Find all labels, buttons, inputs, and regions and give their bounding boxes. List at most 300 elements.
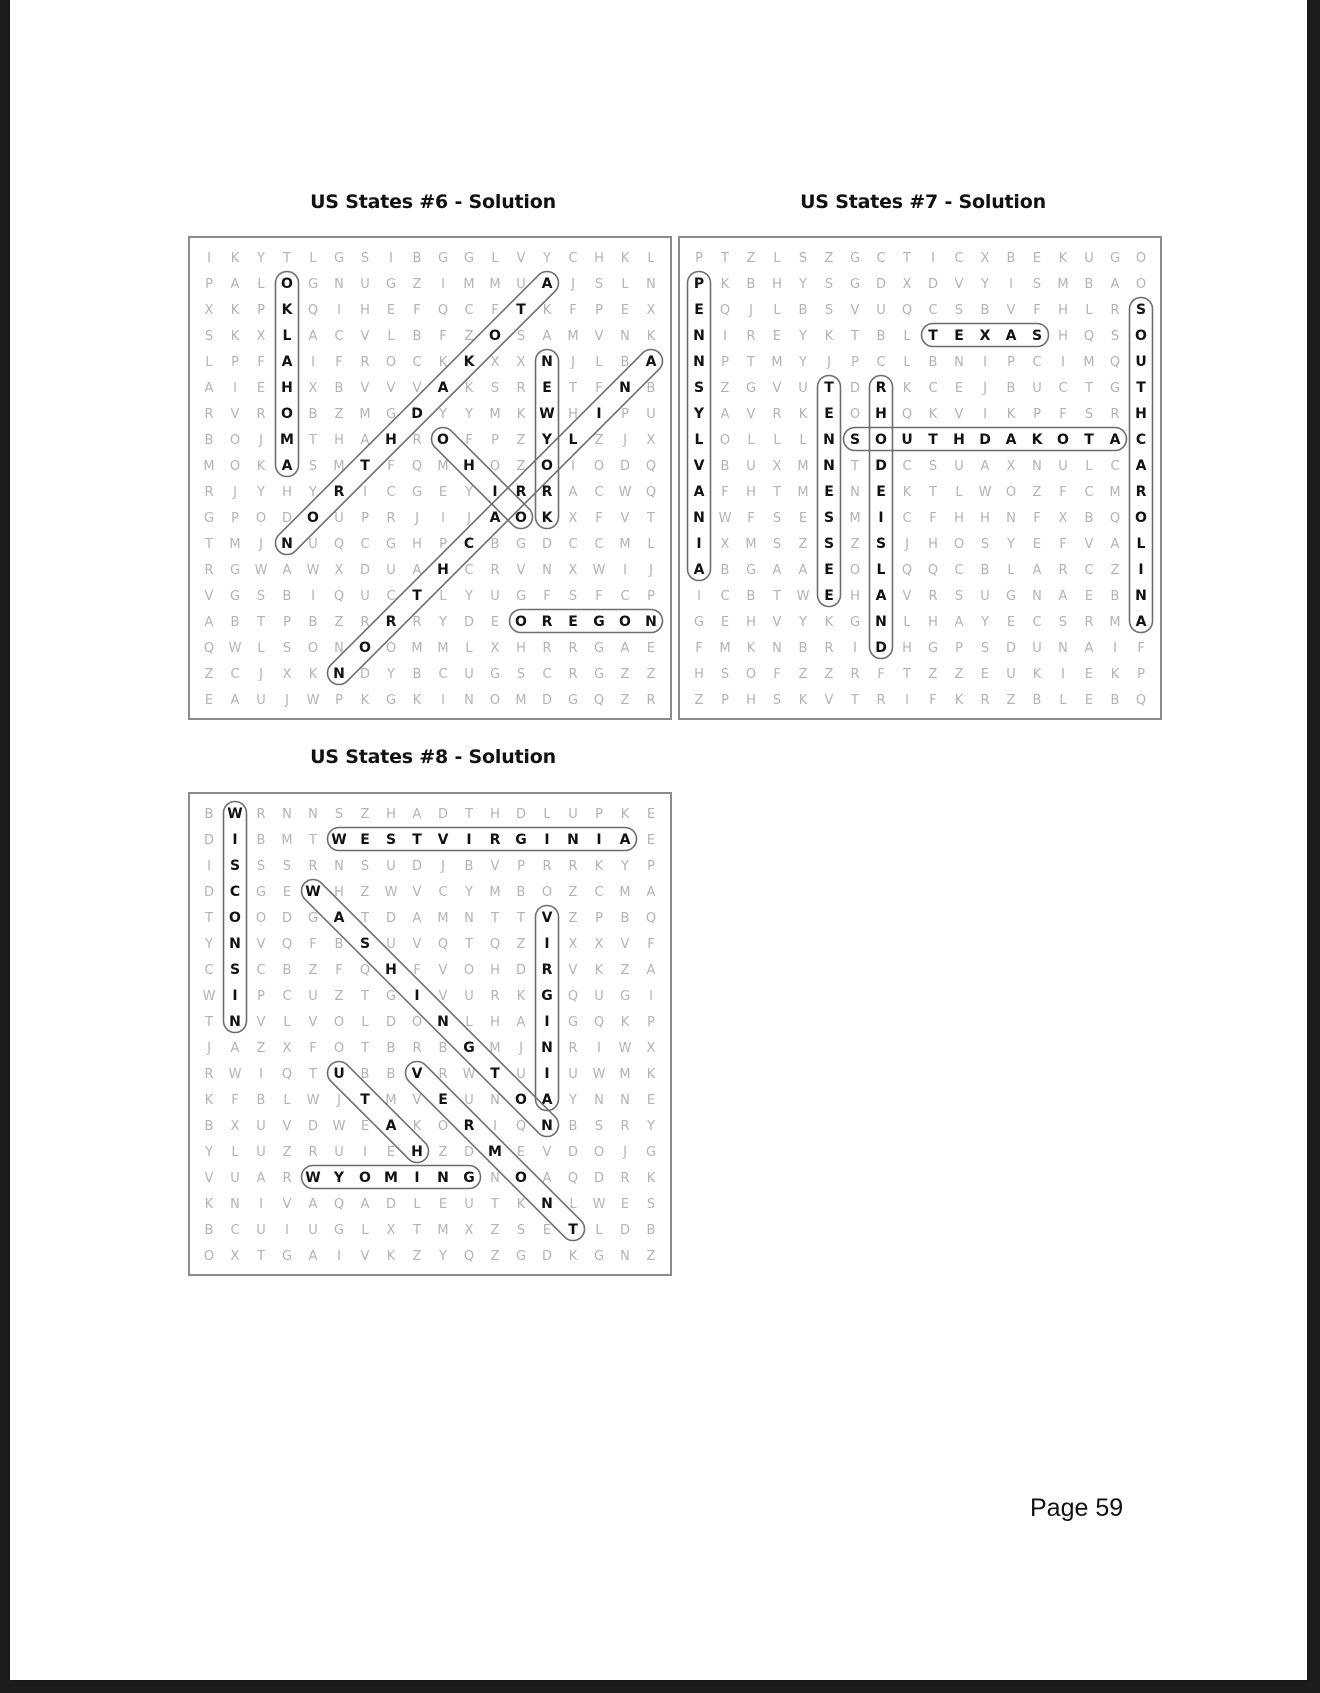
grid-letter: Z — [594, 433, 604, 448]
grid-letter: A — [1032, 563, 1042, 578]
grid-letter: Q — [901, 407, 913, 422]
grid-letter: Z — [954, 667, 964, 682]
solution-letter: I — [596, 406, 602, 422]
grid-letter: E — [1032, 537, 1042, 552]
grid-letter: Z — [568, 911, 578, 926]
grid-letter: Z — [438, 1145, 448, 1160]
grid-letter: Z — [746, 251, 756, 266]
grid-letter: A — [1084, 641, 1094, 656]
grid-letter: H — [516, 641, 526, 656]
solution-letter: O — [307, 510, 319, 526]
solution-letter: K — [281, 302, 293, 318]
grid-letter: F — [747, 511, 755, 526]
grid-letter: D — [437, 807, 449, 822]
solution-letter: I — [878, 510, 884, 526]
word-search-grid — [188, 792, 672, 1276]
grid-letter: V — [1006, 303, 1016, 318]
grid-letter: A — [204, 615, 214, 630]
grid-letter: S — [516, 667, 526, 682]
grid-letter: S — [490, 381, 500, 396]
grid-letter: U — [1032, 381, 1042, 396]
grid-letter: U — [646, 407, 656, 422]
grid-letter: E — [620, 1197, 630, 1212]
grid-letter: N — [646, 277, 656, 292]
grid-letter: S — [772, 693, 782, 708]
grid-letter: N — [282, 807, 292, 822]
grid-letter: Y — [257, 485, 265, 500]
grid-letter: T — [647, 511, 655, 526]
grid-letter: P — [721, 355, 729, 370]
grid-letter: S — [772, 511, 782, 526]
grid-letter: G — [385, 407, 397, 422]
grid-letter: E — [360, 1119, 370, 1134]
grid-letter: E — [516, 1145, 526, 1160]
grid-letter: N — [620, 1249, 630, 1264]
grid-letter: F — [929, 511, 937, 526]
grid-letter: L — [283, 1093, 291, 1108]
grid-letter: L — [465, 641, 473, 656]
grid-letter: R — [568, 641, 578, 656]
grid-letter: C — [594, 537, 604, 552]
grid-letter: J — [827, 355, 831, 370]
grid-letter: A — [1058, 589, 1068, 604]
grid-letter: M — [719, 641, 731, 656]
solution-letter: L — [876, 562, 886, 578]
grid-letter: E — [1084, 589, 1094, 604]
grid-letter: O — [411, 1015, 423, 1030]
grid-letter: Z — [334, 615, 344, 630]
grid-letter: X — [646, 303, 656, 318]
grid-letter: A — [1110, 537, 1120, 552]
grid-letter: X — [282, 1041, 292, 1056]
grid-letter: F — [1059, 485, 1067, 500]
grid-letter: D — [541, 693, 553, 708]
solution-letter: H — [463, 458, 475, 474]
solution-letter: R — [463, 1118, 475, 1134]
grid-letter: S — [256, 859, 266, 874]
solution-letter: T — [516, 302, 526, 318]
grid-letter: B — [720, 459, 730, 474]
grid-letter: B — [438, 1041, 448, 1056]
grid-letter: V — [412, 885, 422, 900]
grid-letter: W — [306, 693, 320, 708]
puzzle-7-title: US States #7 - Solution — [800, 191, 1046, 213]
grid-letter: W — [592, 1197, 606, 1212]
grid-letter: R — [620, 1119, 630, 1134]
grid-letter: L — [1059, 693, 1067, 708]
grid-letter: N — [620, 1093, 630, 1108]
grid-letter: W — [718, 511, 732, 526]
grid-letter: S — [824, 277, 834, 292]
grid-letter: O — [333, 1041, 345, 1056]
solution-letter: O — [437, 432, 449, 448]
solution-letter: H — [411, 1144, 423, 1160]
grid-letter: N — [334, 859, 344, 874]
grid-letter: B — [516, 885, 526, 900]
grid-letter: B — [334, 937, 344, 952]
grid-letter: R — [282, 1171, 292, 1186]
grid-letter: S — [516, 329, 526, 344]
grid-letter: Q — [203, 641, 215, 656]
grid-letter: O — [229, 459, 241, 474]
word-search-grid — [188, 236, 672, 720]
grid-letter: F — [695, 641, 703, 656]
grid-letter: K — [746, 641, 756, 656]
solution-letter: O — [359, 1170, 371, 1186]
solution-letter: A — [489, 510, 501, 526]
grid-letter: J — [649, 563, 653, 578]
grid-letter: I — [311, 355, 315, 370]
grid-letter: U — [568, 807, 578, 822]
grid-letter: R — [438, 1067, 448, 1082]
grid-letter: P — [231, 355, 239, 370]
solution-letter: T — [412, 832, 422, 848]
grid-letter: N — [308, 807, 318, 822]
solution-letter: U — [333, 1066, 345, 1082]
grid-letter: T — [361, 989, 369, 1004]
grid-letter: E — [1032, 251, 1042, 266]
grid-letter: X — [1006, 459, 1016, 474]
grid-letter: I — [571, 459, 575, 474]
grid-letter: C — [954, 563, 964, 578]
grid-letter: T — [721, 251, 729, 266]
grid-letter: V — [824, 693, 834, 708]
grid-letter: B — [980, 303, 990, 318]
grid-letter: I — [493, 1119, 497, 1134]
grid-letter: L — [205, 355, 213, 370]
grid-letter: Y — [1007, 537, 1015, 552]
grid-letter: N — [542, 563, 552, 578]
grid-letter: D — [281, 511, 293, 526]
grid-letter: Y — [647, 1119, 655, 1134]
grid-letter: B — [980, 563, 990, 578]
solution-letter: S — [693, 380, 705, 396]
grid-letter: G — [437, 251, 449, 266]
grid-letter: G — [593, 667, 605, 682]
grid-letter: V — [620, 511, 630, 526]
grid-letter: K — [824, 615, 834, 630]
grid-letter: M — [849, 511, 861, 526]
solution-letter: A — [1005, 432, 1017, 448]
grid-letter: V — [256, 937, 266, 952]
grid-letter: R — [490, 989, 500, 1004]
grid-letter: D — [307, 1119, 319, 1134]
grid-letter: L — [1085, 459, 1093, 474]
grid-letter: R — [386, 511, 396, 526]
grid-letter: M — [619, 1067, 631, 1082]
grid-letter: M — [437, 641, 449, 656]
grid-letter: I — [207, 251, 211, 266]
grid-letter: D — [619, 1223, 631, 1238]
solution-letter: E — [876, 484, 886, 500]
grid-letter: V — [1084, 537, 1094, 552]
grid-letter: Q — [333, 1197, 345, 1212]
grid-letter: S — [256, 589, 266, 604]
grid-letter: N — [620, 329, 630, 344]
grid-letter: V — [620, 937, 630, 952]
grid-letter: W — [202, 989, 216, 1004]
grid-letter: L — [621, 277, 629, 292]
grid-letter: E — [1006, 615, 1016, 630]
grid-letter: P — [595, 807, 603, 822]
grid-letter: F — [721, 485, 729, 500]
grid-letter: B — [798, 303, 808, 318]
grid-letter: V — [256, 1015, 266, 1030]
grid-letter: B — [308, 407, 318, 422]
grid-letter: K — [412, 1119, 422, 1134]
grid-letter: Y — [799, 355, 807, 370]
grid-letter: H — [490, 963, 500, 978]
grid-letter: K — [1058, 251, 1068, 266]
grid-letter: I — [207, 859, 211, 874]
grid-letter: O — [489, 459, 501, 474]
grid-letter: Z — [798, 537, 808, 552]
solution-letter: I — [232, 988, 238, 1004]
grid-letter: Y — [569, 1093, 577, 1108]
solution-letter: A — [281, 458, 293, 474]
grid-letter: K — [1006, 407, 1016, 422]
solution-letter: O — [515, 1092, 527, 1108]
grid-letter: H — [694, 667, 704, 682]
grid-letter: R — [1084, 615, 1094, 630]
grid-letter: D — [281, 911, 293, 926]
solution-letter: I — [544, 936, 550, 952]
solution-letter: A — [693, 562, 705, 578]
solution-letter: N — [541, 1040, 553, 1056]
grid-letter: M — [1083, 355, 1095, 370]
grid-letter: G — [463, 251, 475, 266]
grid-letter: J — [207, 1041, 211, 1056]
grid-letter: T — [1085, 381, 1093, 396]
grid-letter: J — [259, 433, 263, 448]
grid-letter: I — [983, 355, 987, 370]
grid-letter: L — [361, 1223, 369, 1238]
grid-letter: X — [516, 355, 526, 370]
grid-letter: T — [903, 251, 911, 266]
grid-letter: K — [386, 1249, 396, 1264]
grid-letter: D — [927, 277, 939, 292]
grid-letter: H — [490, 807, 500, 822]
grid-letter: V — [360, 381, 370, 396]
grid-letter: U — [568, 1067, 578, 1082]
grid-letter: Q — [1109, 355, 1121, 370]
solution-letter: E — [954, 328, 964, 344]
grid-letter: P — [851, 355, 859, 370]
grid-letter: V — [954, 277, 964, 292]
grid-letter: O — [849, 563, 861, 578]
grid-letter: N — [1032, 589, 1042, 604]
grid-letter: M — [515, 693, 527, 708]
grid-letter: Y — [257, 251, 265, 266]
grid-letter: R — [412, 433, 422, 448]
grid-letter: H — [412, 537, 422, 552]
grid-letter: K — [1032, 667, 1042, 682]
grid-letter: W — [332, 1119, 346, 1134]
grid-letter: C — [876, 355, 886, 370]
grid-letter: I — [1113, 641, 1117, 656]
grid-letter: B — [308, 615, 318, 630]
grid-letter: X — [282, 667, 292, 682]
solution-letter: S — [1031, 328, 1043, 344]
grid-letter: K — [464, 381, 474, 396]
grid-letter: C — [1084, 485, 1094, 500]
grid-letter: Z — [516, 459, 526, 474]
grid-letter: C — [594, 885, 604, 900]
grid-letter: V — [594, 329, 604, 344]
grid-letter: D — [385, 1197, 397, 1212]
grid-letter: B — [646, 1223, 656, 1238]
grid-letter: V — [386, 381, 396, 396]
grid-letter: Z — [308, 963, 318, 978]
grid-letter: I — [441, 693, 445, 708]
solution-letter: K — [463, 354, 475, 370]
solution-letter: E — [360, 832, 370, 848]
grid-letter: F — [595, 381, 603, 396]
solution-letter: I — [1138, 562, 1144, 578]
grid-letter: E — [620, 303, 630, 318]
grid-letter: M — [411, 641, 423, 656]
grid-letter: M — [385, 1093, 397, 1108]
solution-letter: R — [541, 962, 553, 978]
solution-letter: R — [541, 484, 553, 500]
solution-letter: N — [281, 536, 293, 552]
grid-letter: G — [567, 693, 579, 708]
grid-letter: H — [928, 615, 938, 630]
grid-letter: F — [929, 693, 937, 708]
grid-letter: O — [385, 641, 397, 656]
solution-letter: H — [437, 562, 449, 578]
grid-letter: F — [1137, 641, 1145, 656]
grid-letter: T — [851, 329, 859, 344]
grid-letter: W — [228, 1067, 242, 1082]
grid-letter: T — [257, 1249, 265, 1264]
grid-letter: G — [385, 277, 397, 292]
grid-letter: H — [360, 303, 370, 318]
grid-letter: P — [491, 433, 499, 448]
grid-letter: C — [902, 511, 912, 526]
grid-letter: E — [386, 303, 396, 318]
grid-letter: G — [281, 1249, 293, 1264]
grid-letter: G — [927, 641, 939, 656]
grid-letter: H — [954, 511, 964, 526]
solution-letter: I — [696, 536, 702, 552]
grid-letter: E — [954, 381, 964, 396]
grid-letter: B — [876, 329, 886, 344]
grid-letter: M — [489, 1041, 501, 1056]
grid-letter: B — [620, 355, 630, 370]
grid-letter: R — [746, 329, 756, 344]
grid-letter: S — [1110, 329, 1120, 344]
grid-letter: O — [333, 1015, 345, 1030]
grid-letter: Z — [720, 381, 730, 396]
grid-letter: M — [1109, 615, 1121, 630]
grid-letter: T — [491, 911, 499, 926]
solution-letter: E — [824, 484, 834, 500]
solution-letter: R — [333, 484, 345, 500]
grid-letter: W — [592, 1067, 606, 1082]
grid-letter: E — [646, 641, 656, 656]
grid-letter: K — [594, 963, 604, 978]
grid-letter: T — [773, 485, 781, 500]
grid-letter: T — [929, 485, 937, 500]
grid-letter: Y — [387, 667, 395, 682]
grid-letter: L — [569, 1197, 577, 1212]
grid-letter: A — [980, 459, 990, 474]
grid-letter: I — [337, 1249, 341, 1264]
grid-letter: E — [980, 667, 990, 682]
grid-letter: R — [360, 355, 370, 370]
grid-letter: R — [620, 1171, 630, 1186]
grid-letter: B — [412, 329, 422, 344]
grid-letter: R — [516, 381, 526, 396]
grid-letter: Y — [799, 615, 807, 630]
grid-letter: B — [746, 277, 756, 292]
grid-letter: X — [1058, 511, 1068, 526]
solution-letter: A — [1005, 328, 1017, 344]
grid-letter: O — [229, 433, 241, 448]
grid-letter: T — [361, 1041, 369, 1056]
grid-letter: T — [465, 937, 473, 952]
grid-letter: H — [746, 615, 756, 630]
grid-letter: V — [490, 859, 500, 874]
grid-letter: B — [1084, 277, 1094, 292]
solution-letter: T — [360, 1092, 370, 1108]
grid-letter: L — [257, 641, 265, 656]
grid-letter: V — [412, 1093, 422, 1108]
grid-letter: X — [490, 355, 500, 370]
grid-letter: B — [386, 1041, 396, 1056]
grid-letter: C — [928, 381, 938, 396]
grid-letter: Z — [824, 251, 834, 266]
grid-letter: S — [360, 859, 370, 874]
grid-letter: Z — [646, 1249, 656, 1264]
grid-letter: E — [256, 381, 266, 396]
grid-letter: U — [746, 459, 756, 474]
grid-letter: J — [519, 1041, 523, 1056]
grid-letter: Q — [901, 303, 913, 318]
solution-letter: T — [824, 380, 834, 396]
grid-letter: V — [954, 407, 964, 422]
grid-letter: A — [230, 693, 240, 708]
grid-letter: E — [438, 485, 448, 500]
grid-letter: H — [746, 485, 756, 500]
solution-letter: S — [823, 536, 835, 552]
grid-letter: E — [386, 1145, 396, 1160]
grid-letter: G — [745, 381, 757, 396]
solution-letter: M — [384, 1170, 398, 1186]
grid-letter: B — [1006, 381, 1016, 396]
grid-letter: A — [542, 329, 552, 344]
grid-letter: W — [796, 589, 810, 604]
grid-letter: L — [1007, 563, 1015, 578]
grid-letter: H — [386, 807, 396, 822]
solution-letter: N — [541, 1196, 553, 1212]
grid-letter: Z — [334, 407, 344, 422]
grid-letter: L — [903, 355, 911, 370]
solution-letter: A — [333, 910, 345, 926]
grid-letter: H — [282, 485, 292, 500]
grid-letter: O — [1135, 251, 1147, 266]
grid-letter: K — [230, 251, 240, 266]
solution-letter: U — [1135, 354, 1147, 370]
grid-letter: V — [282, 1197, 292, 1212]
grid-letter: P — [647, 589, 655, 604]
grid-letter: T — [257, 615, 265, 630]
grid-letter: Z — [516, 937, 526, 952]
grid-letter: Q — [489, 937, 501, 952]
solution-letter: E — [542, 380, 552, 396]
grid-letter: D — [541, 1249, 553, 1264]
